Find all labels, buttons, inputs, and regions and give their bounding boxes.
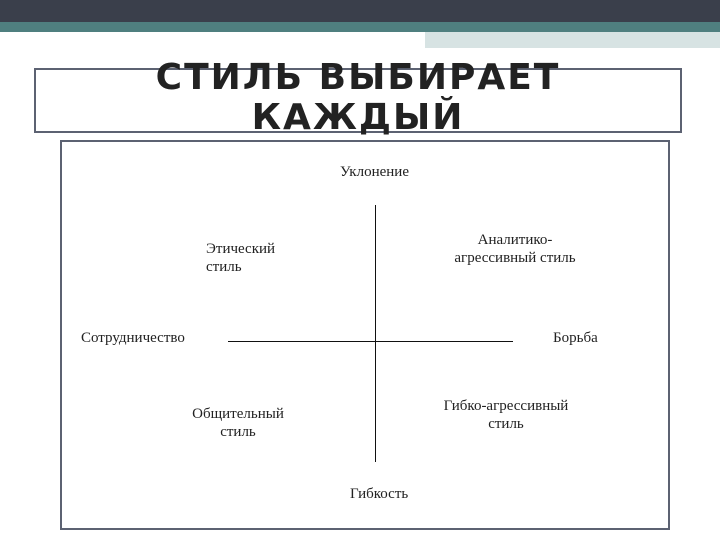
axis-label-right: Борьба [553, 330, 598, 346]
quadrant-bottom-left-line1: Общительный [192, 406, 284, 422]
quadrant-bottom-right-line1: Гибко-агрессивный [443, 398, 569, 414]
axis-label-bottom: Гибкость [350, 486, 409, 502]
quadrant-top-right [424, 231, 606, 267]
quadrant-top-left [206, 240, 275, 276]
quadrant-top-left-line2: стиль [206, 259, 242, 275]
vertical-axis [375, 205, 376, 462]
quadrant-top-right-line2: агрессивный стиль [454, 250, 576, 266]
quadrant-top-left-line1: Этический [206, 241, 276, 257]
quadrant-bottom-right [424, 397, 588, 433]
header-accent-stripe [0, 22, 720, 32]
header-light-stripe [425, 32, 720, 48]
slide-title: СТИЛЬ ВЫБИРАЕТ КАЖДЫЙ [155, 57, 561, 138]
quadrant-bottom-left-line2: стиль [220, 424, 256, 440]
header-dark-band [0, 0, 720, 22]
axis-label-top: Уклонение [340, 164, 409, 180]
quadrant-bottom-left [172, 405, 304, 441]
axis-label-left: Сотрудничество [81, 330, 185, 346]
horizontal-axis [228, 341, 513, 342]
quadrant-bottom-right-line2: стиль [488, 416, 524, 432]
quadrant-top-right-line1: Аналитико- [477, 232, 553, 248]
